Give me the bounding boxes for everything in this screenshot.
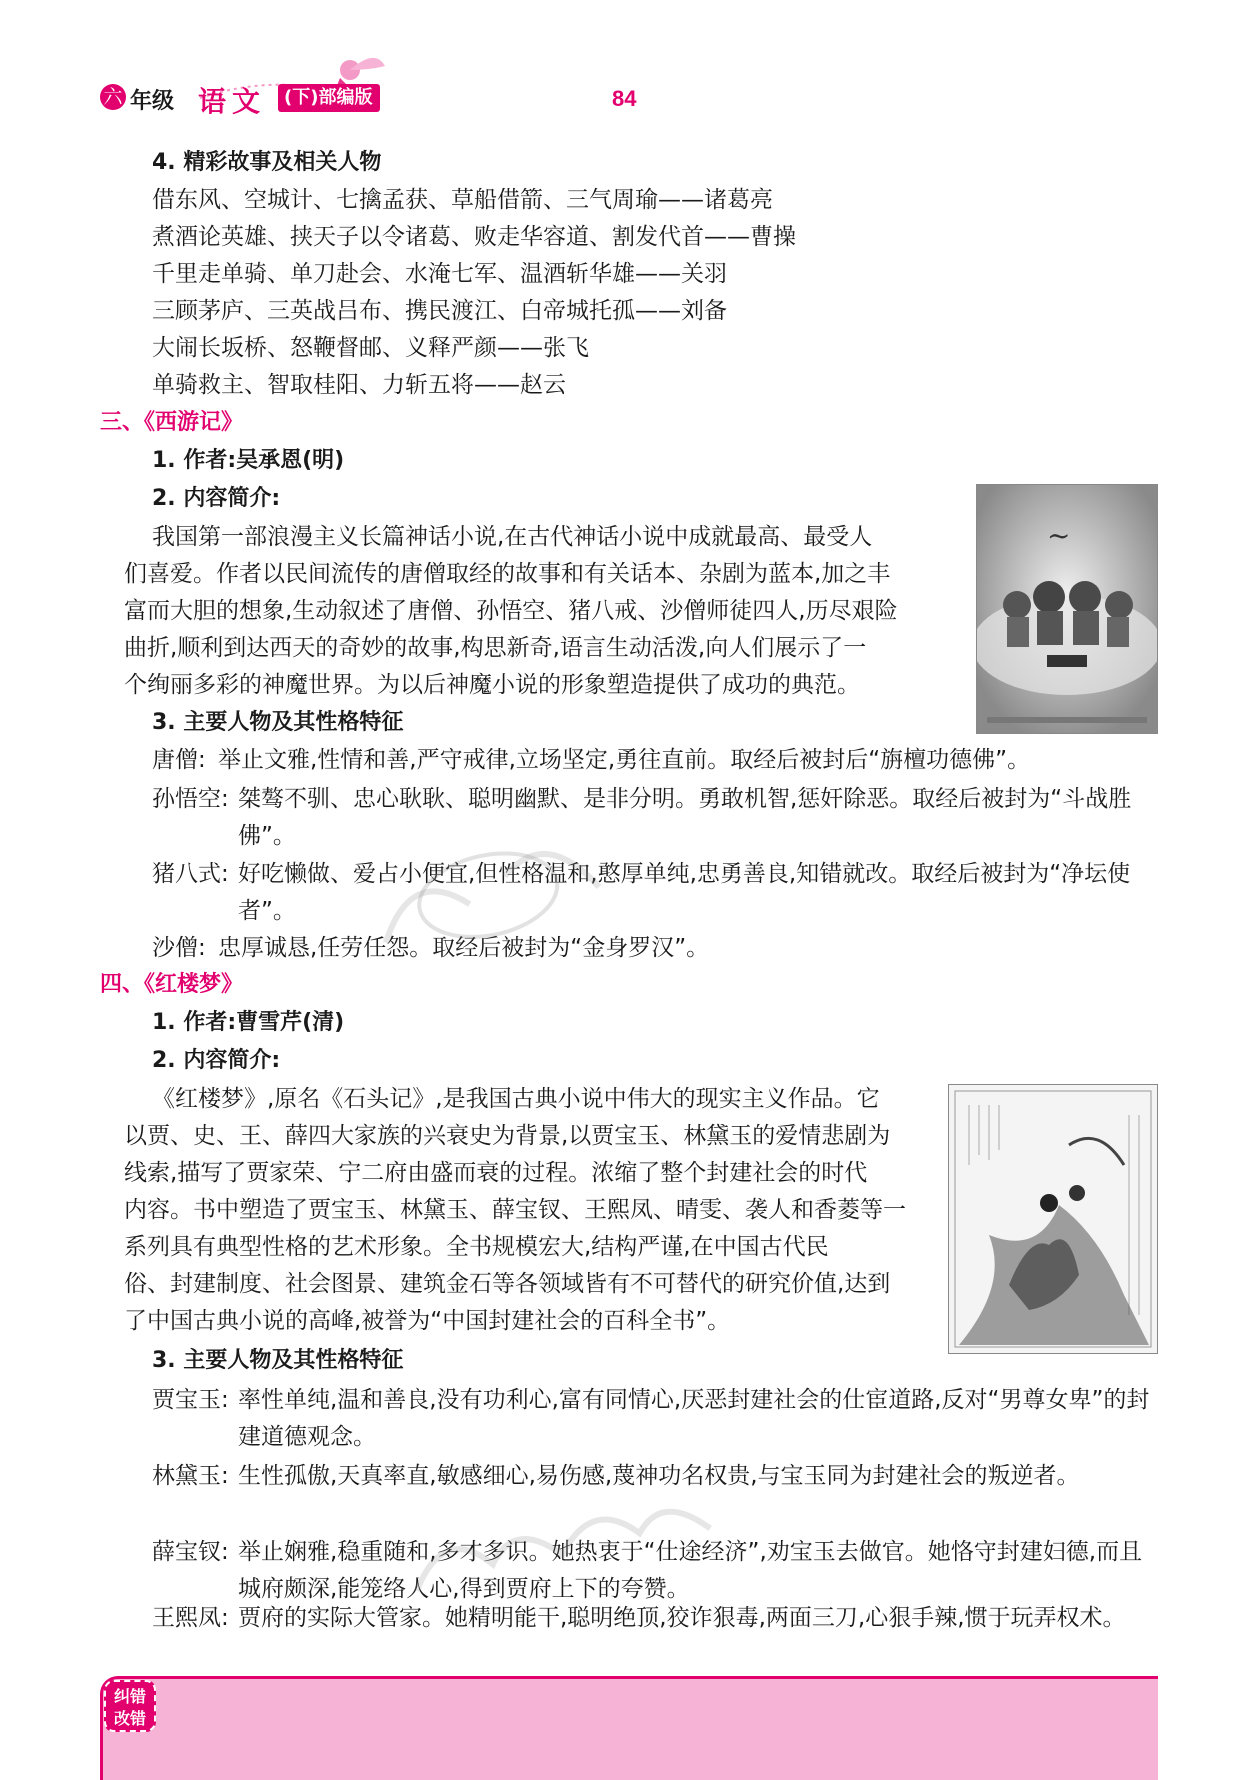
journey-to-the-west-poster-image <box>976 484 1158 734</box>
subject-label: 语文 <box>198 85 267 118</box>
journey-intro-line: 曲折,顺利到达西天的奇妙的故事,构思新奇,语言生动活泼,向人们展示了一 <box>124 635 867 661</box>
character-entry <box>152 930 1162 967</box>
edition-label: (下)部编版 <box>278 84 380 112</box>
badge-line: 纠错 <box>113 1687 146 1706</box>
character-description: 桀骜不驯、忠心耿耿、聪明幽默、是非分明。勇敢机智,惩奸除恶。取经后被封为“斗战胜佛”。 <box>238 786 1132 849</box>
story-line: 单骑救主、智取桂阳、力斩五将——赵云 <box>152 372 566 398</box>
character-name: 林黛玉: <box>152 1463 229 1489</box>
journey-intro-line: 们喜爱。作者以民间流传的唐僧取经的故事和有关话本、杂剧为蓝本,加之丰 <box>124 561 891 587</box>
dream-intro-title: 2. 内容简介: <box>152 1048 281 1073</box>
dream-intro-line: 线索,描写了贾家荣、宁二府由盛而衰的过程。浓缩了整个封建社会的时代 <box>124 1160 868 1186</box>
character-description: 好吃懒做、爱占小便宜,但性格温和,憨厚单纯,忠勇善良,知错就改。取经后被封为“净坛使者”。 <box>238 861 1131 924</box>
book-header <box>100 78 440 122</box>
character-description: 贾府的实际大管家。她精明能干,聪明绝顶,狡诈狠毒,两面三刀,心狠手辣,惯于玩弄权术。 <box>238 1605 1126 1631</box>
story-line: 三顾茅庐、三英战吕布、携民渡江、白帝城托孤——刘备 <box>152 298 727 324</box>
character-entry <box>152 1600 1162 1674</box>
character-name: 沙僧: <box>152 935 206 961</box>
journey-intro-title: 2. 内容简介: <box>152 486 281 511</box>
badge-line: 改错 <box>113 1709 146 1728</box>
dream-author: 1. 作者:曹雪芹(清) <box>152 1010 345 1035</box>
character-entry <box>152 1382 1162 1456</box>
journey-intro-line: 我国第一部浪漫主义长篇神话小说,在古代神话小说中成就最高、最受人 <box>152 524 873 550</box>
stories-subheading: 4. 精彩故事及相关人物 <box>152 150 382 175</box>
story-line: 千里走单骑、单刀赴会、水淹七军、温酒斩华雄——关羽 <box>152 261 727 287</box>
character-entry <box>152 856 1162 930</box>
story-line: 借东风、空城计、七擒孟获、草船借箭、三气周瑜——诸葛亮 <box>152 187 773 213</box>
svg-text:~: ~ <box>1047 519 1071 552</box>
character-name: 唐僧: <box>152 747 206 773</box>
character-description: 举止文雅,性情和善,严守戒律,立场坚定,勇往直前。取经后被封后“旃檀功德佛”。 <box>218 747 1031 773</box>
story-line: 大闹长坂桥、怒鞭督邮、义释严颜——张飞 <box>152 335 589 361</box>
character-description: 举止娴雅,稳重随和,多才多识。她热衷于“仕途经济”,劝宝玉去做官。她恪守封建妇德,而且城府颇深,能笼络人心,得到贾府上下的夸赞。 <box>238 1539 1143 1602</box>
footer-note-band <box>100 1676 1158 1780</box>
journey-author: 1. 作者:吴承恩(明) <box>152 448 345 473</box>
journey-intro-line: 富而大胆的想象,生动叙述了唐僧、孙悟空、猪八戒、沙僧师徒四人,历尽艰险 <box>124 598 898 624</box>
grade-label: 年级 <box>130 89 175 114</box>
character-name: 贾宝玉: <box>152 1387 229 1413</box>
character-name: 王熙凤: <box>152 1605 229 1631</box>
dream-characters-title: 3. 主要人物及其性格特征 <box>152 1348 404 1373</box>
dream-intro-line: 《红楼梦》,原名《石头记》,是我国古典小说中伟大的现实主义作品。它 <box>152 1086 880 1112</box>
story-line: 煮酒论英雄、挟天子以令诸葛、败走华容道、割发代首——曹操 <box>152 224 796 250</box>
grade-badge: 六 <box>100 84 126 110</box>
character-name: 孙悟空: <box>152 786 229 812</box>
character-name: 猪八式: <box>152 861 229 887</box>
dream-intro-line: 以贾、史、王、薛四大家族的兴衰史为背景,以贾宝玉、林黛玉的爱情悲剧为 <box>124 1123 891 1149</box>
dream-intro-line: 内容。书中塑造了贾宝玉、林黛玉、薛宝钗、王熙凤、晴雯、袭人和香菱等一 <box>124 1197 906 1223</box>
journey-characters-title: 3. 主要人物及其性格特征 <box>152 710 404 735</box>
journey-intro-line: 个绚丽多彩的神魔世界。为以后神魔小说的形象塑造提供了成功的典范。 <box>124 672 860 698</box>
section-heading-dream: 四、《红楼梦》 <box>100 972 244 997</box>
section-heading-journey: 三、《西游记》 <box>100 410 244 435</box>
character-description: 生性孤傲,天真率直,敏感细心,易伤感,蔑神功名权贵,与宝玉同为封建社会的叛逆者。 <box>238 1463 1080 1489</box>
red-chamber-illustration-image <box>948 1084 1158 1354</box>
character-name: 薛宝钗: <box>152 1539 229 1565</box>
character-entry <box>152 742 1162 779</box>
page-number: 84 <box>612 86 637 111</box>
correction-badge <box>104 1680 156 1732</box>
dream-intro-line: 系列具有典型性格的艺术形象。全书规模宏大,结构严谨,在中国古代民 <box>124 1234 829 1260</box>
dream-intro-line: 了中国古典小说的高峰,被誉为“中国封建社会的百科全书”。 <box>124 1308 731 1334</box>
dream-intro-line: 俗、封建制度、社会图景、建筑金石等各领域皆有不可替代的研究价值,达到 <box>124 1271 891 1297</box>
character-description: 忠厚诚恳,任劳任怨。取经后被封为“金身罗汉”。 <box>218 935 710 961</box>
character-description: 率性单纯,温和善良,没有功利心,富有同情心,厌恶封建社会的仕宦道路,反对“男尊女卑”的封建道德观念。 <box>238 1387 1150 1450</box>
character-entry <box>152 781 1162 855</box>
